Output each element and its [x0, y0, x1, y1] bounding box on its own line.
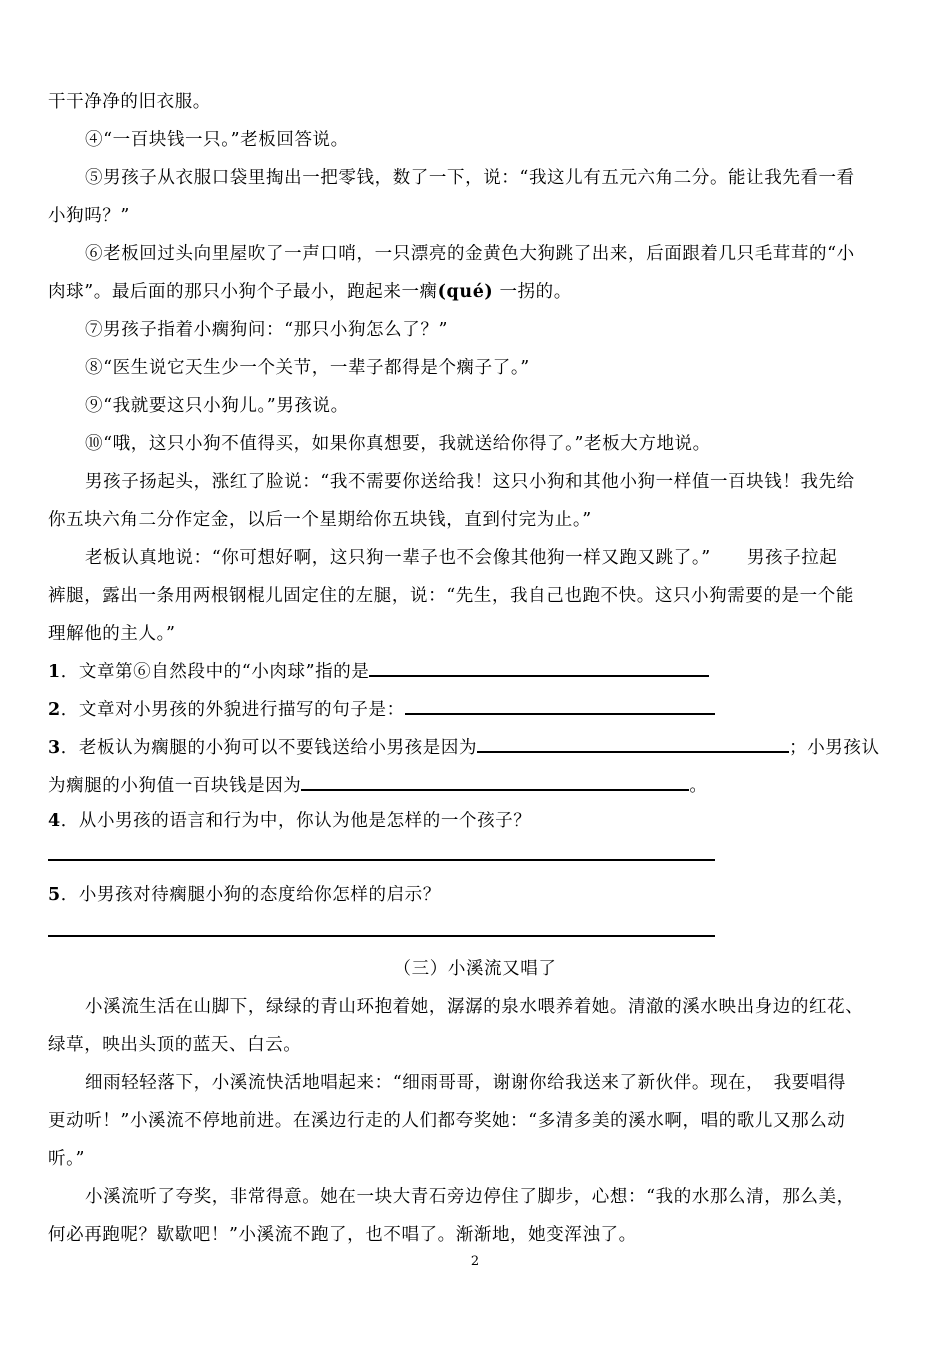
- paragraph-12-line-3: 理解他的主人。”: [48, 624, 176, 644]
- answer-line-5[interactable]: [48, 935, 715, 937]
- stream-paragraph-3-line-1: 小溪流听了夸奖，非常得意。她在一块大青石旁边停住了脚步，心想：“我的水那么清，那么美，: [85, 1187, 855, 1207]
- paragraph-6-line-1: ⑥老板回过头向里屋吹了一声口哨，一只漂亮的金黄色大狗跳了出来，后面跟着几只毛茸茸的“小: [85, 244, 855, 264]
- stream-paragraph-2-line-2: 更动听！”小溪流不停地前进。在溪边行走的人们都夸奖她：“多清多美的溪水啊，唱的歌儿又那么动: [48, 1111, 846, 1131]
- paragraph-6-text: 肉球”。最后面的那只小狗个子最小，跑起来一瘸: [48, 282, 438, 302]
- paragraph-10: ⑩“哦，这只小狗不值得买，如果你真想要，我就送给你得了。”老板大方地说。: [85, 434, 711, 454]
- question-number: 5: [48, 885, 61, 905]
- paragraph-12-line-1: 老板认真地说：“你可想好啊，这只狗一辈子也不会像其他狗一样又跑又跳了。” 男孩子拉起: [85, 548, 838, 568]
- paragraph-9: ⑨“我就要这只小狗儿。”男孩说。: [85, 396, 349, 416]
- question-2: [48, 695, 715, 722]
- question-3-line-2: [48, 771, 708, 798]
- question-text: ．从小男孩的语言和行为中，你认为他是怎样的一个孩子？: [60, 811, 532, 831]
- question-text: ．小男孩对待瘸腿小狗的态度给你怎样的启示？: [60, 885, 441, 905]
- question-text: ．文章第⑥自然段中的“小肉球”指的是: [60, 662, 370, 682]
- stream-paragraph-1-line-2: 绿草，映出头顶的蓝天、白云。: [48, 1035, 302, 1055]
- stream-paragraph-2-line-1: 细雨轻轻落下，小溪流快活地唱起来：“细雨哥哥，谢谢你给我送来了新伙伴。现在， 我要唱得: [85, 1073, 846, 1093]
- pinyin-annotation: (qué): [437, 282, 494, 302]
- paragraph-11-line-1: 男孩子扬起头，涨红了脸说：“我不需要你送给我！这只小狗和其他小狗一样值一百块钱！我先给: [85, 472, 855, 492]
- question-3-line-1: [48, 733, 880, 760]
- question-text: ．老板认为瘸腿的小狗可以不要钱送给小男孩是因为: [60, 738, 478, 758]
- paragraph-12-line-2: 裤腿，露出一条用两根钢棍儿固定住的左腿，说：“先生，我自己也跑不快。这只小狗需要的是一个能: [48, 586, 854, 606]
- paragraph-5-line-2: 小狗吗？”: [48, 206, 130, 226]
- stream-paragraph-2-line-3: 听。”: [48, 1149, 85, 1169]
- question-text: ．文章对小男孩的外貌进行描写的句子是：: [60, 700, 405, 720]
- question-number: 4: [48, 811, 61, 831]
- stream-paragraph-1-line-1: 小溪流生活在山脚下，绿绿的青山环抱着她，潺潺的泉水喂养着她。清澈的溪水映出身边的红花、: [85, 997, 864, 1017]
- paragraph-6-line-2: [48, 280, 572, 304]
- answer-blank[interactable]: [369, 657, 709, 677]
- paragraph-8: ⑧“医生说它天生少一个关节，一辈子都得是个瘸子了。”: [85, 358, 530, 378]
- stream-paragraph-3-line-2: 何必再跑呢？歇歇吧！”小溪流不跑了，也不唱了。渐渐地，她变浑浊了。: [48, 1225, 637, 1245]
- question-text-tail: 。: [689, 776, 708, 796]
- question-text: 为瘸腿的小狗值一百块钱是因为: [48, 776, 302, 796]
- question-4: [48, 809, 531, 833]
- answer-blank[interactable]: [301, 771, 689, 791]
- question-5: [48, 883, 441, 907]
- paragraph-7: ⑦男孩子指着小瘸狗问：“那只小狗怎么了？”: [85, 320, 448, 340]
- paragraph-6-text-end: 一拐的。: [493, 282, 572, 302]
- question-number: 1: [48, 662, 61, 682]
- answer-line-4[interactable]: [48, 859, 715, 861]
- answer-blank[interactable]: [405, 695, 715, 715]
- story-line: 干干净净的旧衣服。: [48, 92, 211, 112]
- section-title: （三）小溪流又唱了: [393, 959, 557, 979]
- paragraph-11-line-2: 你五块六角二分作定金，以后一个星期给你五块钱，直到付完为止。”: [48, 510, 592, 530]
- answer-blank[interactable]: [477, 733, 789, 753]
- question-1: [48, 657, 709, 684]
- question-number: 3: [48, 738, 61, 758]
- question-text-tail: ；小男孩认: [789, 738, 880, 758]
- page-number: 2: [470, 1254, 480, 1269]
- question-number: 2: [48, 700, 61, 720]
- paragraph-5-line-1: ⑤男孩子从衣服口袋里掏出一把零钱，数了一下，说：“我这儿有五元六角二分。能让我先看一看: [85, 168, 855, 188]
- paragraph-4: ④“一百块钱一只。”老板回答说。: [85, 130, 349, 150]
